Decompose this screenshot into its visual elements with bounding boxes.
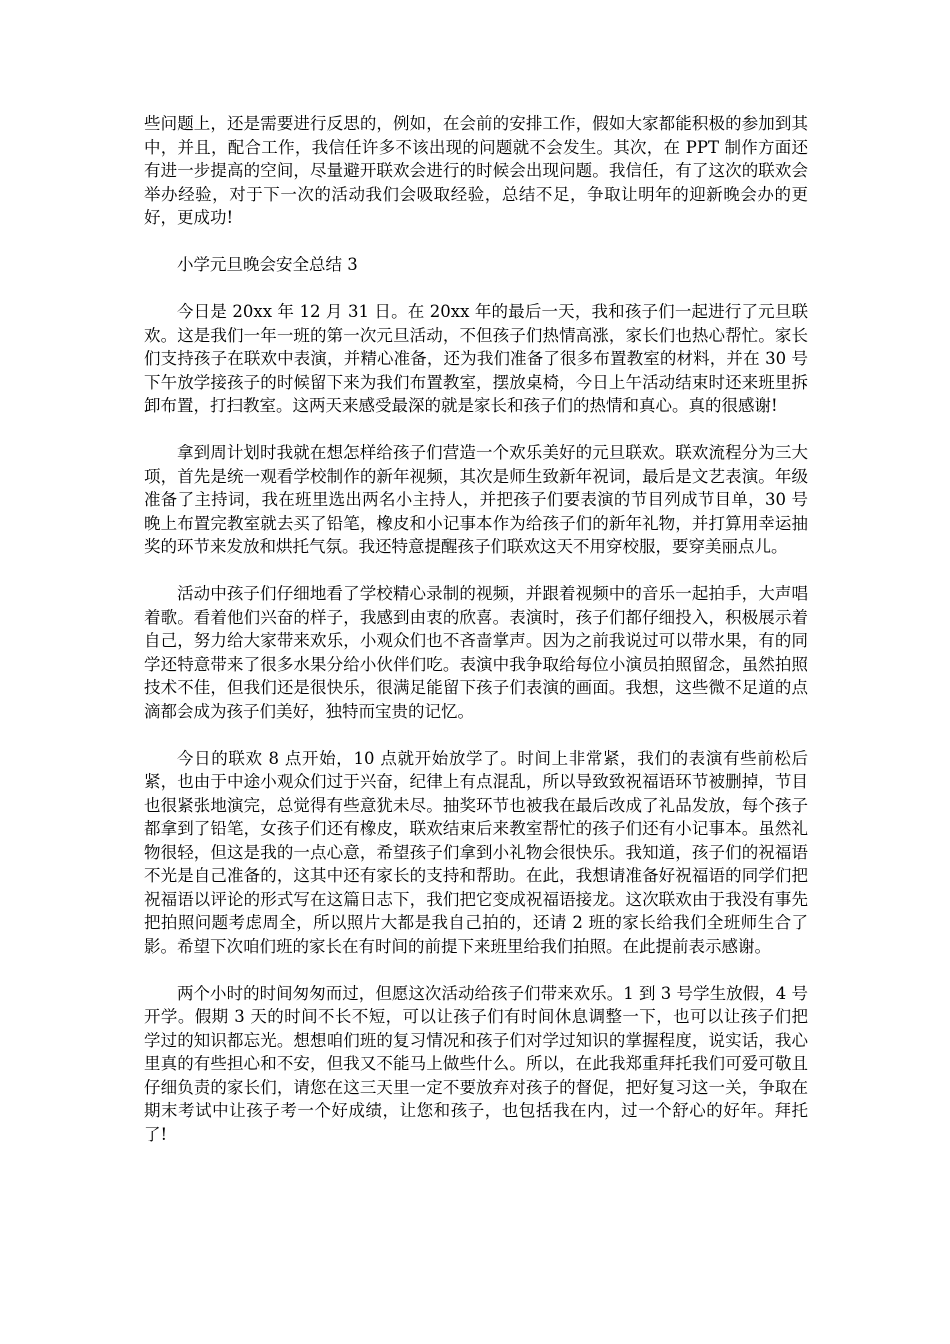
paragraph: 今日的联欢 8 点开始，10 点就开始放学了。时间上非常紧，我们的表演有些前松后紧，也由于中途小观众们过于兴奋，纪律上有点混乱，所以导致致祝福语环节被删掉，节目也很紧张地演完，总觉得有些意犹未尽。抽奖环节也被我在最后改成了礼品发放，每个孩子都拿到了铅笔，女孩子们还有橡皮，联欢结束后来教室帮忙的孩子们还有小记事本。虽然礼物很轻，但这是我的一点心意，希望孩子们拿到小礼物会很快乐。我知道，孩子们的祝福语不光是自己准备的，这其中还有家长的支持和帮助。在此，我想请准备好祝福语的同学们把祝福语以评论的形式写在这篇日志下，我们把它变成祝福语接龙。这次联欢由于我没有事先把拍照问题考虑周全，所以照片大都是我自己拍的，还请 2 班的家长给我们全班师生合了影。希望下次咱们班的家长在有时间的前提下来班里给我们拍照。在此提前表示感谢。 xyxy=(144,748,808,956)
paragraph: 拿到周计划时我就在想怎样给孩子们营造一个欢乐美好的元旦联欢。联欢流程分为三大项，首先是统一观看学校制作的新年视频，其次是师生致新年祝词，最后是文艺表演。年级准备了主持词，我在班里选出两名小主持人，并把孩子们要表演的节目列成节目单，30 号晚上布置完教室就去买了铅笔，橡皮和小记事本作为给孩子们的新年礼物，并打算用幸运抽奖的环节来发放和烘托气氛。我还特意提醒孩子们联欢这天不用穿校服，要穿美丽点儿。 xyxy=(144,443,808,556)
paragraph: 今日是 20xx 年 12 月 31 日。在 20xx 年的最后一天，我和孩子们一起进行了元旦联欢。这是我们一年一班的第一次元旦活动，不但孩子们热情高涨，家长们也热心帮忙。家长们支持孩子在联欢中表演，并精心准备，还为我们准备了很多布置教室的材料，并在 30 号下午放学接孩子的时候留下来为我们布置教室，摆放桌椅，今日上午活动结束时还来班里拆卸布置，打扫教室。这两天来感受最深的就是家长和孩子们的热情和真心。真的很感谢! xyxy=(144,302,808,415)
section-heading: 小学元旦晚会安全总结 3 xyxy=(177,255,358,274)
document-body xyxy=(144,112,808,1146)
paragraph-continuation: 些问题上，还是需要进行反思的，例如，在会前的安排工作，假如大家都能积极的参加到其中，并且，配合工作，我信任许多不该出现的问题就不会发生。其次，在 PPT 制作方面还有进一步提高的空间，尽量避开联欢会进行的时候会出现问题。我信任，有了这次的联欢会举办经验，对于下一次的活动我们会吸取经验，总结不足，争取让明年的迎新晚会办的更好，更成功! xyxy=(144,114,808,227)
paragraph: 活动中孩子们仔细地看了学校精心录制的视频，并跟着视频中的音乐一起拍手，大声唱着歌。看着他们兴奋的样子，我感到由衷的欣喜。表演时，孩子们都仔细投入，积极展示着自己，努力给大家带来欢乐，小观众们也不吝啬掌声。因为之前我说过可以带水果，有的同学还特意带来了很多水果分给小伙伴们吃。表演中我争取给每位小演员拍照留念，虽然拍照技术不佳，但我们还是很快乐，很满足能留下孩子们表演的画面。我想，这些微不足道的点滴都会成为孩子们美好，独特而宝贵的记忆。 xyxy=(144,584,808,721)
paragraph: 两个小时的时间匆匆而过，但愿这次活动给孩子们带来欢乐。1 到 3 号学生放假，4 号开学。假期 3 天的时间不长不短，可以让孩子们有时间休息调整一下，也可以让孩子们把学过的知识都忘光。想想咱们班的复习情况和孩子们对学过知识的掌握程度，说实话，我心里真的有些担心和不安，但我又不能马上做些什么。所以，在此我郑重拜托我们可爱可敬且仔细负责的家长们，请您在这三天里一定不要放弃对孩子的督促，把好复习这一关，争取在期末考试中让孩子考一个好成绩，让您和孩子，也包括我在内，过一个舒心的好年。拜托了! xyxy=(144,983,808,1144)
